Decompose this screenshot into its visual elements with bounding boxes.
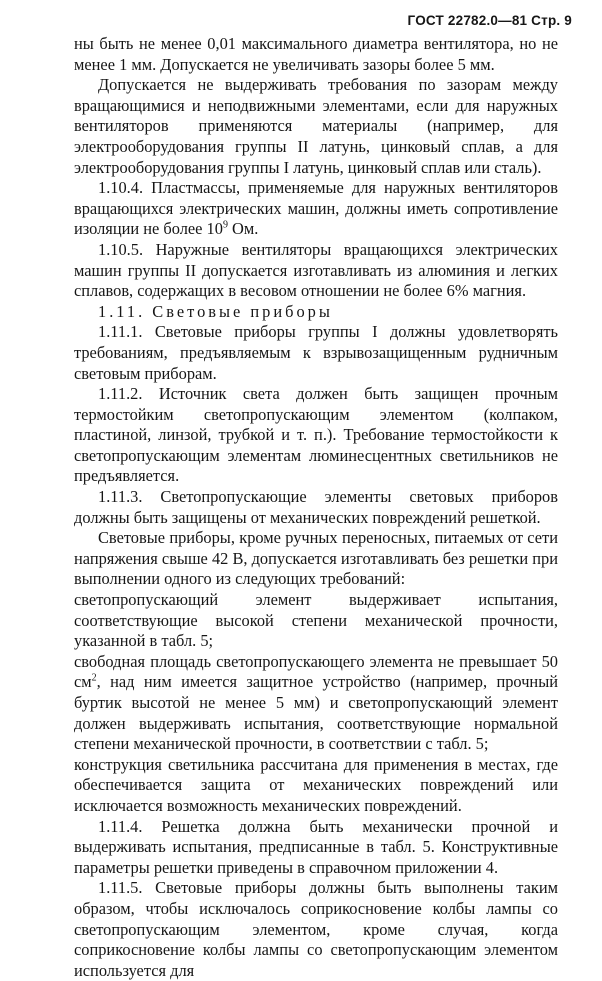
requirement-free-area <box>74 652 558 755</box>
page-header: ГОСТ 22782.0—81 Стр. 9 <box>407 13 572 28</box>
exponent: 9 <box>222 219 228 231</box>
section-title-lighting: 1.11. Световые приборы <box>98 301 333 321</box>
paragraph-continuation: ны быть не менее 0,01 максимального диаметра вентилятора, но не менее 1 мм. Допускается не увеличивать зазоры более 5 мм. <box>74 34 558 74</box>
clause-1-10-4 <box>74 178 558 240</box>
clause-1-10-4-text: 1.10.4. Пластмассы, применяемые для наружных вентиляторов вращающихся электрических машин, должны иметь сопротивление изоляции не более 10 <box>74 178 558 239</box>
unit-exponent: 2 <box>91 672 97 684</box>
clause-1-10-5: 1.10.5. Наружные вентиляторы вращающихся электрических машин группы II допускается изготавливать из алюминия и легких сплавов, содержащих в весовом отношении не более 6% магния. <box>74 239 558 301</box>
requirement-high-strength: светопропускающий элемент выдерживает испытания, соответствующие высокой степени механической прочности, указанной в табл. 5; <box>74 590 558 651</box>
clause-1-11-4: 1.11.4. Решетка должна быть механически прочной и выдерживать испытания, предписанные в табл. 5. Конструктивные параметры решетки приведены в справочном приложении 4. <box>74 816 558 877</box>
clause-1-11-5: 1.11.5. Световые приборы должны быть выполнены таким образом, чтобы исключалось соприкосновение колбы лампы со светопропускающим элементом, кроме случая, когда соприкосновение колбы лампы со светопропускающим элементом используется для <box>74 878 558 980</box>
clause-1-11-2: 1.11.2. Источник света должен быть защищен прочным термостойким светопропускающим элементом (колпаком, пластиной, линзой, трубкой и т. п.). Требование термостойкости к светопропускающим элементам люминесцентных светильников не предъявляется. <box>74 384 558 486</box>
requirement-free-area-text: свободная площадь светопропускающего элемента не превышает 50 см <box>74 651 558 692</box>
paragraph-clearance-exception: Допускается не выдерживать требования по зазорам между вращающимися и неподвижными элементами, если для наружных вентиляторов применяются материалы (например, для электрооборудования группы II латунь, цинковый сплав, а для электрооборудования группы I латунь, цинковый сплав или сталь). <box>74 75 558 177</box>
requirement-protected-location: конструкция светильника рассчитана для применения в местах, где обеспечивается защита от механических повреждений или исключается возможность механических повреждений. <box>74 754 558 815</box>
clause-1-11-3: 1.11.3. Светопропускающие элементы световых приборов должны быть защищены от механических повреждений решеткой. <box>74 487 558 527</box>
paragraph-without-grid: Световые приборы, кроме ручных переносных, питаемых от сети напряжения свыше 42 В, допускается изготавливать без решетки при выполнении одного из следующих требований: <box>74 528 558 589</box>
clause-1-10-4-end: Ом. <box>227 219 259 239</box>
requirement-free-area-end: , над ним имеется защитное устройство (например, прочный буртик высотой не менее 5 мм) и светопропускающий элемент должен выдерживать испытания, соответствующие нормальной степени механической прочности, в соответствии с табл. 5; <box>74 672 558 754</box>
clause-1-11-1: 1.11.1. Световые приборы группы I должны удовлетворять требованиям, предъявляемым к взрывозащищенным рудничным световым приборам. <box>74 322 558 383</box>
